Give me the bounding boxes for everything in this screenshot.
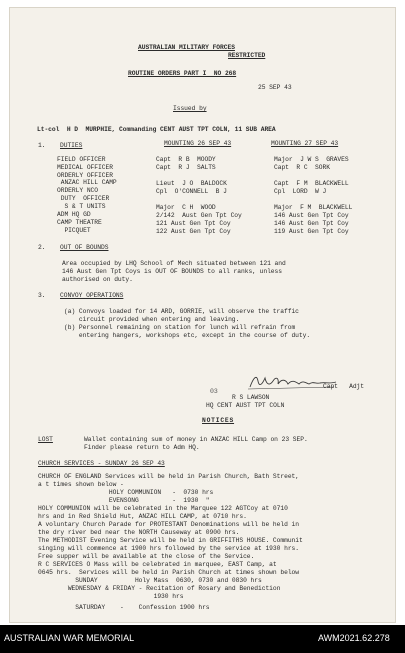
orders-title: ROUTINE ORDERS PART I NO 268 bbox=[128, 70, 237, 77]
duty-name-27: 119 Aust Gen Tpt Coy bbox=[274, 228, 349, 235]
out-of-bounds-text: authorised on duty. bbox=[62, 276, 133, 283]
lost-label: LOST bbox=[38, 436, 53, 443]
church-line: EVENSONG - 1930 " bbox=[38, 497, 210, 504]
out-of-bounds-heading: OUT OF BOUNDS bbox=[60, 244, 109, 251]
mounting-27-heading: MOUNTING 27 SEP 43 bbox=[271, 140, 339, 147]
restricted-label: RESTRICTED bbox=[228, 52, 266, 59]
lost-text: Finder please return to Adm HQ. bbox=[84, 444, 200, 451]
church-line: SUNDAY Holy Mass 0630, 0730 and 0830 hrs bbox=[38, 577, 262, 584]
commander-line: Lt-col H D MURPHIE, Commanding CENT AUST TPT COLN, 11 SUB AREA bbox=[37, 126, 276, 133]
church-line: SATURDAY - Confession 1900 hrs bbox=[38, 604, 210, 611]
orders-date: 25 SEP 43 bbox=[258, 84, 292, 91]
duty-label: CAMP THEATRE bbox=[57, 219, 102, 226]
duty-label: DUTY OFFICER bbox=[57, 195, 110, 202]
church-line: The METHODIST Evening Service will be held in GRIFFITHS HOUSE. Communit bbox=[38, 537, 303, 544]
out-of-bounds-text: Area occupied by LHQ School of Mech situated between 121 and bbox=[62, 260, 286, 267]
church-line: 1930 hrs bbox=[38, 593, 184, 600]
duty-name-26: 2/142 Aust Gen Tpt Coy bbox=[156, 212, 242, 219]
duty-name-26: Lieut J O BALDOCK bbox=[156, 180, 227, 187]
signatory-unit: HQ CENT AUST TPT COLN bbox=[206, 402, 285, 409]
out-of-bounds-number: 2. bbox=[38, 244, 46, 251]
church-line: HOLY COMMUNION - 0730 hrs bbox=[38, 489, 214, 496]
church-line: 0645 hrs. Services will be held in Parish Church at times shown below bbox=[38, 569, 300, 576]
duty-name-27: Capt R C SORK bbox=[274, 164, 330, 171]
stamp-number: 03 bbox=[210, 388, 218, 395]
church-line: hrs and in Red Shield Hut, ANZAC HILL CAMP, at 0710 hrs. bbox=[38, 513, 247, 520]
convoy-text: (b) Personnel remaining on station for lunch will refrain from bbox=[64, 324, 296, 331]
convoy-number: 3. bbox=[38, 292, 46, 299]
church-line: A voluntary Church Parade for PROTESTANT Denominations will be held in bbox=[38, 521, 300, 528]
church-line: Free supper will be available at the close of the Service. bbox=[38, 553, 255, 560]
convoy-text: entering hangers, workshops etc, except in the course of duty. bbox=[64, 332, 311, 339]
church-line: CHURCH OF ENGLAND Services will be held in Parish Church, Bath Street, bbox=[38, 473, 300, 480]
duty-label: ANZAC HILL CAMP bbox=[57, 179, 117, 186]
notices-heading: NOTICES bbox=[202, 417, 235, 424]
convoy-text: (a) Convoys loaded for 14 ARD, GORRIE, will observe the traffic bbox=[64, 308, 299, 315]
duty-name-27: Major J W S GRAVES bbox=[274, 156, 349, 163]
archive-name: AUSTRALIAN WAR MEMORIAL bbox=[4, 633, 135, 643]
duty-name-26: Capt R B MOODY bbox=[156, 156, 216, 163]
out-of-bounds-text: 146 Aust Gen Tpt Coys is OUT OF BOUNDS to all ranks, unless bbox=[62, 268, 282, 275]
duty-label: PICQUET bbox=[57, 227, 91, 234]
duty-name-27: Cpl LORD W J bbox=[274, 188, 327, 195]
church-line: singing will commence at 1900 hrs followed by the service at 1930 hrs. bbox=[38, 545, 300, 552]
duty-name-27: 146 Aust Gen Tpt Coy bbox=[274, 220, 349, 227]
archive-reference: AWM2021.62.278 bbox=[318, 633, 390, 643]
church-line: a t times shown below - bbox=[38, 481, 124, 488]
duty-label: S & T UNITS bbox=[57, 203, 106, 210]
signature-rank: Capt Adjt bbox=[323, 383, 365, 390]
duty-name-26: Major C H WOOD bbox=[156, 204, 216, 211]
duty-name-26: 122 Aust Gen Tpt Coy bbox=[156, 228, 231, 235]
duty-name-26: Capt R J SALTS bbox=[156, 164, 216, 171]
convoy-text: circuit provided when entering and leaving. bbox=[64, 316, 240, 323]
duty-name-27: Capt F M BLACKWELL bbox=[274, 180, 349, 187]
org-title: AUSTRALIAN MILITARY FORCES bbox=[138, 44, 235, 51]
duties-number: 1. bbox=[38, 142, 46, 149]
issued-by: Issued by bbox=[173, 105, 207, 112]
duty-label: MEDICAL OFFICER bbox=[57, 164, 113, 171]
lost-text: Wallet containing sum of money in ANZAC HILL Camp on 23 SEP. bbox=[84, 436, 308, 443]
church-line: HOLY COMMUNION will be celebrated in the Marquee 122 AGTCoy at 0710 bbox=[38, 505, 288, 512]
duty-name-26: Cpl O'CONNELL B J bbox=[156, 188, 227, 195]
duty-name-26: 121 Aust Gen Tpt Coy bbox=[156, 220, 231, 227]
church-services-heading: CHURCH SERVICES - SUNDAY 26 SEP 43 bbox=[38, 460, 165, 467]
church-line: WEDNESDAY & FRIDAY - Recitation of Rosary and Benediction bbox=[38, 585, 281, 592]
duty-label: ORDERLY NCO bbox=[57, 187, 99, 194]
convoy-heading: CONVOY OPERATIONS bbox=[60, 292, 124, 299]
mounting-26-heading: MOUNTING 26 SEP 43 bbox=[164, 140, 232, 147]
signatory-name: R S LAWSON bbox=[232, 394, 270, 401]
duties-heading: DUTIES bbox=[60, 142, 83, 149]
duty-label: ORDERLY OFFICER bbox=[57, 172, 113, 179]
duty-name-27: 146 Aust Gen Tpt Coy bbox=[274, 212, 349, 219]
duty-name-27: Major F M BLACKWELL bbox=[274, 204, 353, 211]
church-line: the dry river bed near the NORTH Causeway at 0900 hrs. bbox=[38, 529, 240, 536]
church-line: R C SERVICES O Mass will be celebrated in marquee, EAST Camp, at bbox=[38, 561, 277, 568]
document-page bbox=[10, 8, 395, 622]
duty-label: FIELD OFFICER bbox=[57, 156, 106, 163]
archive-footer bbox=[0, 625, 405, 653]
duty-label: ADM HQ GD bbox=[57, 211, 91, 218]
